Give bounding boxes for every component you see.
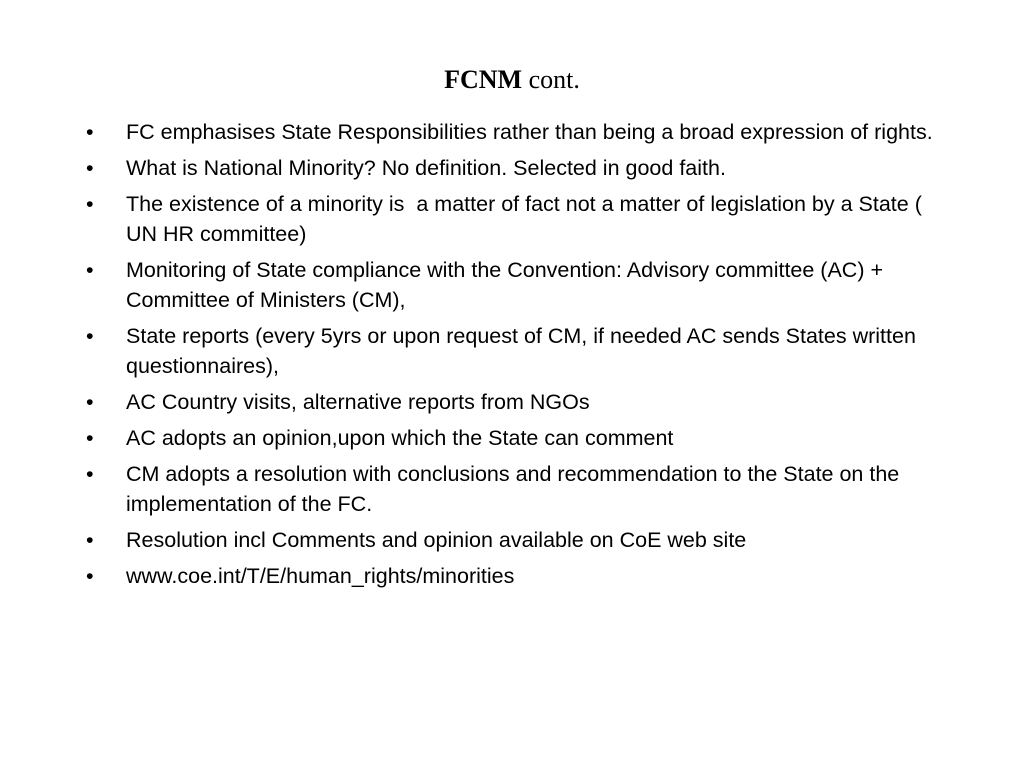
bullet-item	[86, 387, 956, 417]
slide-title-rest: cont.	[522, 65, 580, 94]
bullet-item	[86, 423, 956, 453]
bullet-glyph: •	[86, 324, 94, 348]
bullet-item	[86, 561, 956, 591]
bullet-text: FC emphasises State Responsibilities rather than being a broad expression of rights.	[126, 120, 933, 144]
bullet-glyph: •	[86, 462, 94, 486]
bullet-text: www.coe.int/T/E/human_rights/minorities	[126, 564, 515, 588]
bullet-glyph: •	[86, 258, 94, 282]
bullet-glyph: •	[86, 564, 94, 588]
bullet-text: State reports (every 5yrs or upon request of CM, if needed AC sends States written questionnaires),	[126, 324, 916, 378]
bullet-item	[86, 321, 956, 381]
bullet-item	[86, 459, 956, 519]
bullet-glyph: •	[86, 192, 94, 216]
bullet-glyph: •	[86, 390, 94, 414]
bullet-text: The existence of a minority is a matter of fact not a matter of legislation by a State ( UN HR committee)	[126, 192, 928, 246]
bullet-item	[86, 153, 956, 183]
bullet-glyph: •	[86, 120, 94, 144]
bullet-glyph: •	[86, 156, 94, 180]
bullet-text: Monitoring of State compliance with the Convention: Advisory committee (AC) + Committee of Ministers (CM),	[126, 258, 884, 312]
bullet-text: CM adopts a resolution with conclusions and recommendation to the State on the implementation of the FC.	[126, 462, 900, 516]
bullet-list	[86, 117, 956, 597]
slide-title-bold: FCNM	[444, 65, 523, 94]
bullet-text: What is National Minority? No definition. Selected in good faith.	[126, 156, 726, 180]
bullet-item	[86, 525, 956, 555]
bullet-item	[86, 255, 956, 315]
bullet-text: AC adopts an opinion,upon which the State can comment	[126, 426, 674, 450]
bullet-text: AC Country visits, alternative reports from NGOs	[126, 390, 590, 414]
bullet-item	[86, 117, 956, 147]
bullet-glyph: •	[86, 528, 94, 552]
bullet-text: Resolution incl Comments and opinion available on CoE web site	[126, 528, 747, 552]
bullet-glyph: •	[86, 426, 94, 450]
slide-title	[0, 62, 1024, 98]
bullet-item	[86, 189, 956, 249]
